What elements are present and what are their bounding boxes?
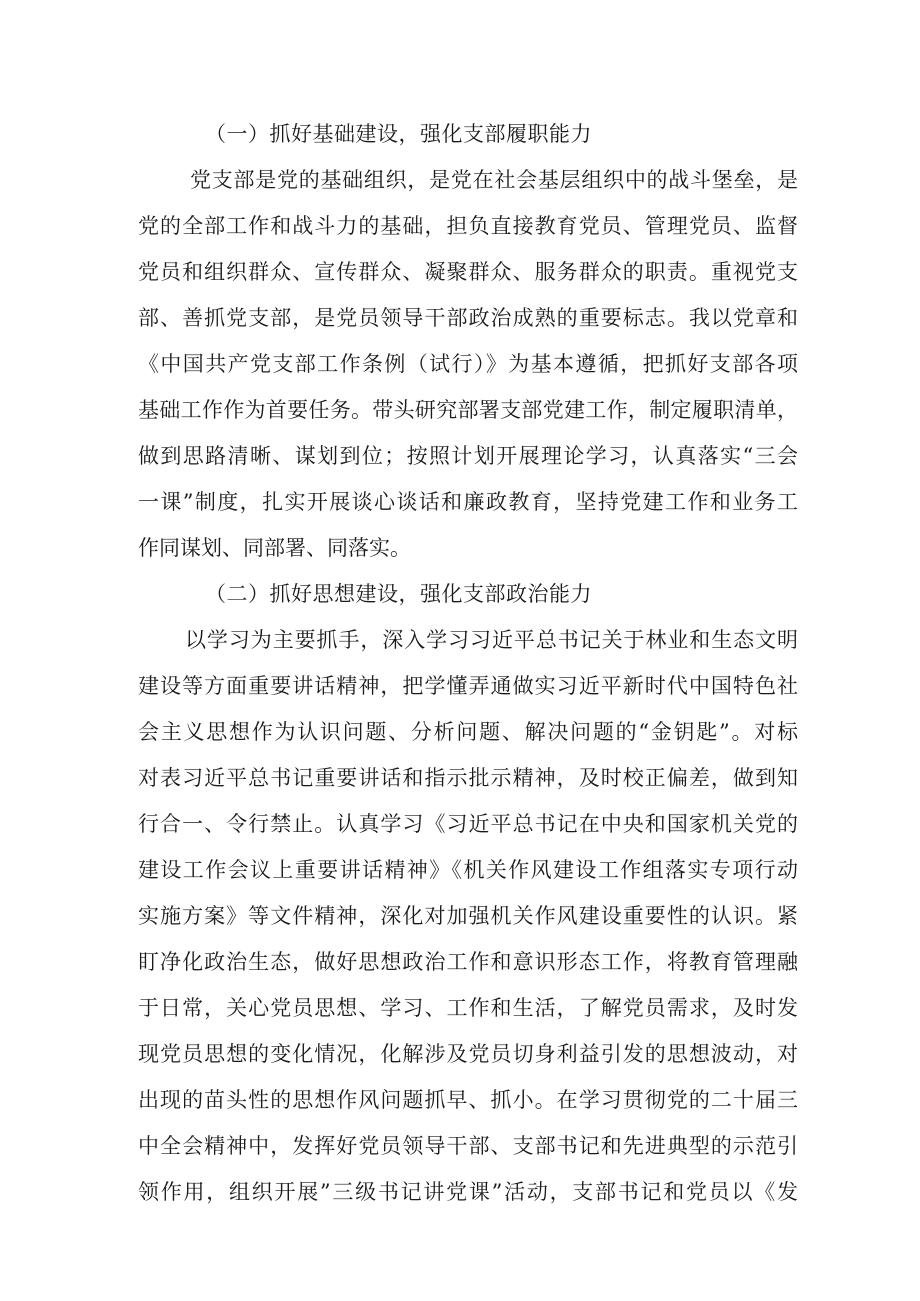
paragraph-line: 会主义思想作为认识问题、分析问题、解决问题的“金钥匙”。对标 — [138, 720, 798, 744]
paragraph-line: 党的全部工作和战斗力的基础，担负直接教育党员、管理党员、监督 — [138, 214, 798, 238]
paragraph-line: 实施方案》等文件精神，深化对加强机关作风建设重要性的认识。紧 — [138, 904, 798, 928]
paragraph-line: 中全会精神中，发挥好党员领导干部、支部书记和先进典型的示范引 — [138, 1134, 798, 1158]
paragraph-line: 现党员思想的变化情况，化解涉及党员切身利益引发的思想波动，对 — [138, 1042, 798, 1066]
paragraph-line: 领作用，组织开展”三级书记讲党课”活动，支部书记和党员以《发 — [138, 1180, 798, 1204]
section-heading-1: （一）抓好基础建设，强化支部履职能力 — [205, 122, 592, 146]
paragraph-line: 以学习为主要抓手，深入学习习近平总书记关于林业和生态文明 — [185, 628, 798, 652]
paragraph-line: 基础工作作为首要任务。带头研究部署支部党建工作，制定履职清单， — [138, 398, 798, 422]
paragraph-line: 建设工作会议上重要讲话精神》《机关作风建设工作组落实专项行动 — [138, 858, 798, 882]
paragraph-line: 部、善抓党支部，是党员领导干部政治成熟的重要标志。我以党章和 — [138, 306, 798, 330]
paragraph-line: 盯净化政治生态，做好思想政治工作和意识形态工作，将教育管理融 — [138, 950, 798, 974]
paragraph-line: 做到思路清晰、谋划到位；按照计划开展理论学习，认真落实“三会 — [138, 444, 798, 468]
paragraph-line: 对表习近平总书记重要讲话和指示批示精神，及时校正偏差，做到知 — [138, 766, 798, 790]
paragraph-line: 出现的苗头性的思想作风问题抓早、抓小。在学习贯彻党的二十届三 — [138, 1088, 798, 1112]
paragraph-line: 作同谋划、同部署、同落实。 — [138, 536, 411, 560]
paragraph-line: 建设等方面重要讲话精神，把学懂弄通做实习近平新时代中国特色社 — [138, 674, 798, 698]
paragraph-line: 一课”制度，扎实开展谈心谈话和廉政教育，坚持党建工作和业务工 — [138, 490, 798, 514]
paragraph-line: 党员和组织群众、宣传群众、凝聚群众、服务群众的职责。重视党支 — [138, 260, 798, 284]
paragraph-line: 于日常，关心党员思想、学习、工作和生活，了解党员需求，及时发 — [138, 996, 798, 1020]
paragraph-line: 行合一、令行禁止。认真学习《习近平总书记在中央和国家机关党的 — [138, 812, 798, 836]
paragraph-line: 党支部是党的基础组织，是党在社会基层组织中的战斗堡垒，是 — [190, 168, 798, 192]
paragraph-line: 《中国共产党支部工作条例（试行）》为基本遵循，把抓好支部各项 — [138, 352, 798, 376]
section-heading-2: （二）抓好思想建设，强化支部政治能力 — [205, 582, 592, 606]
